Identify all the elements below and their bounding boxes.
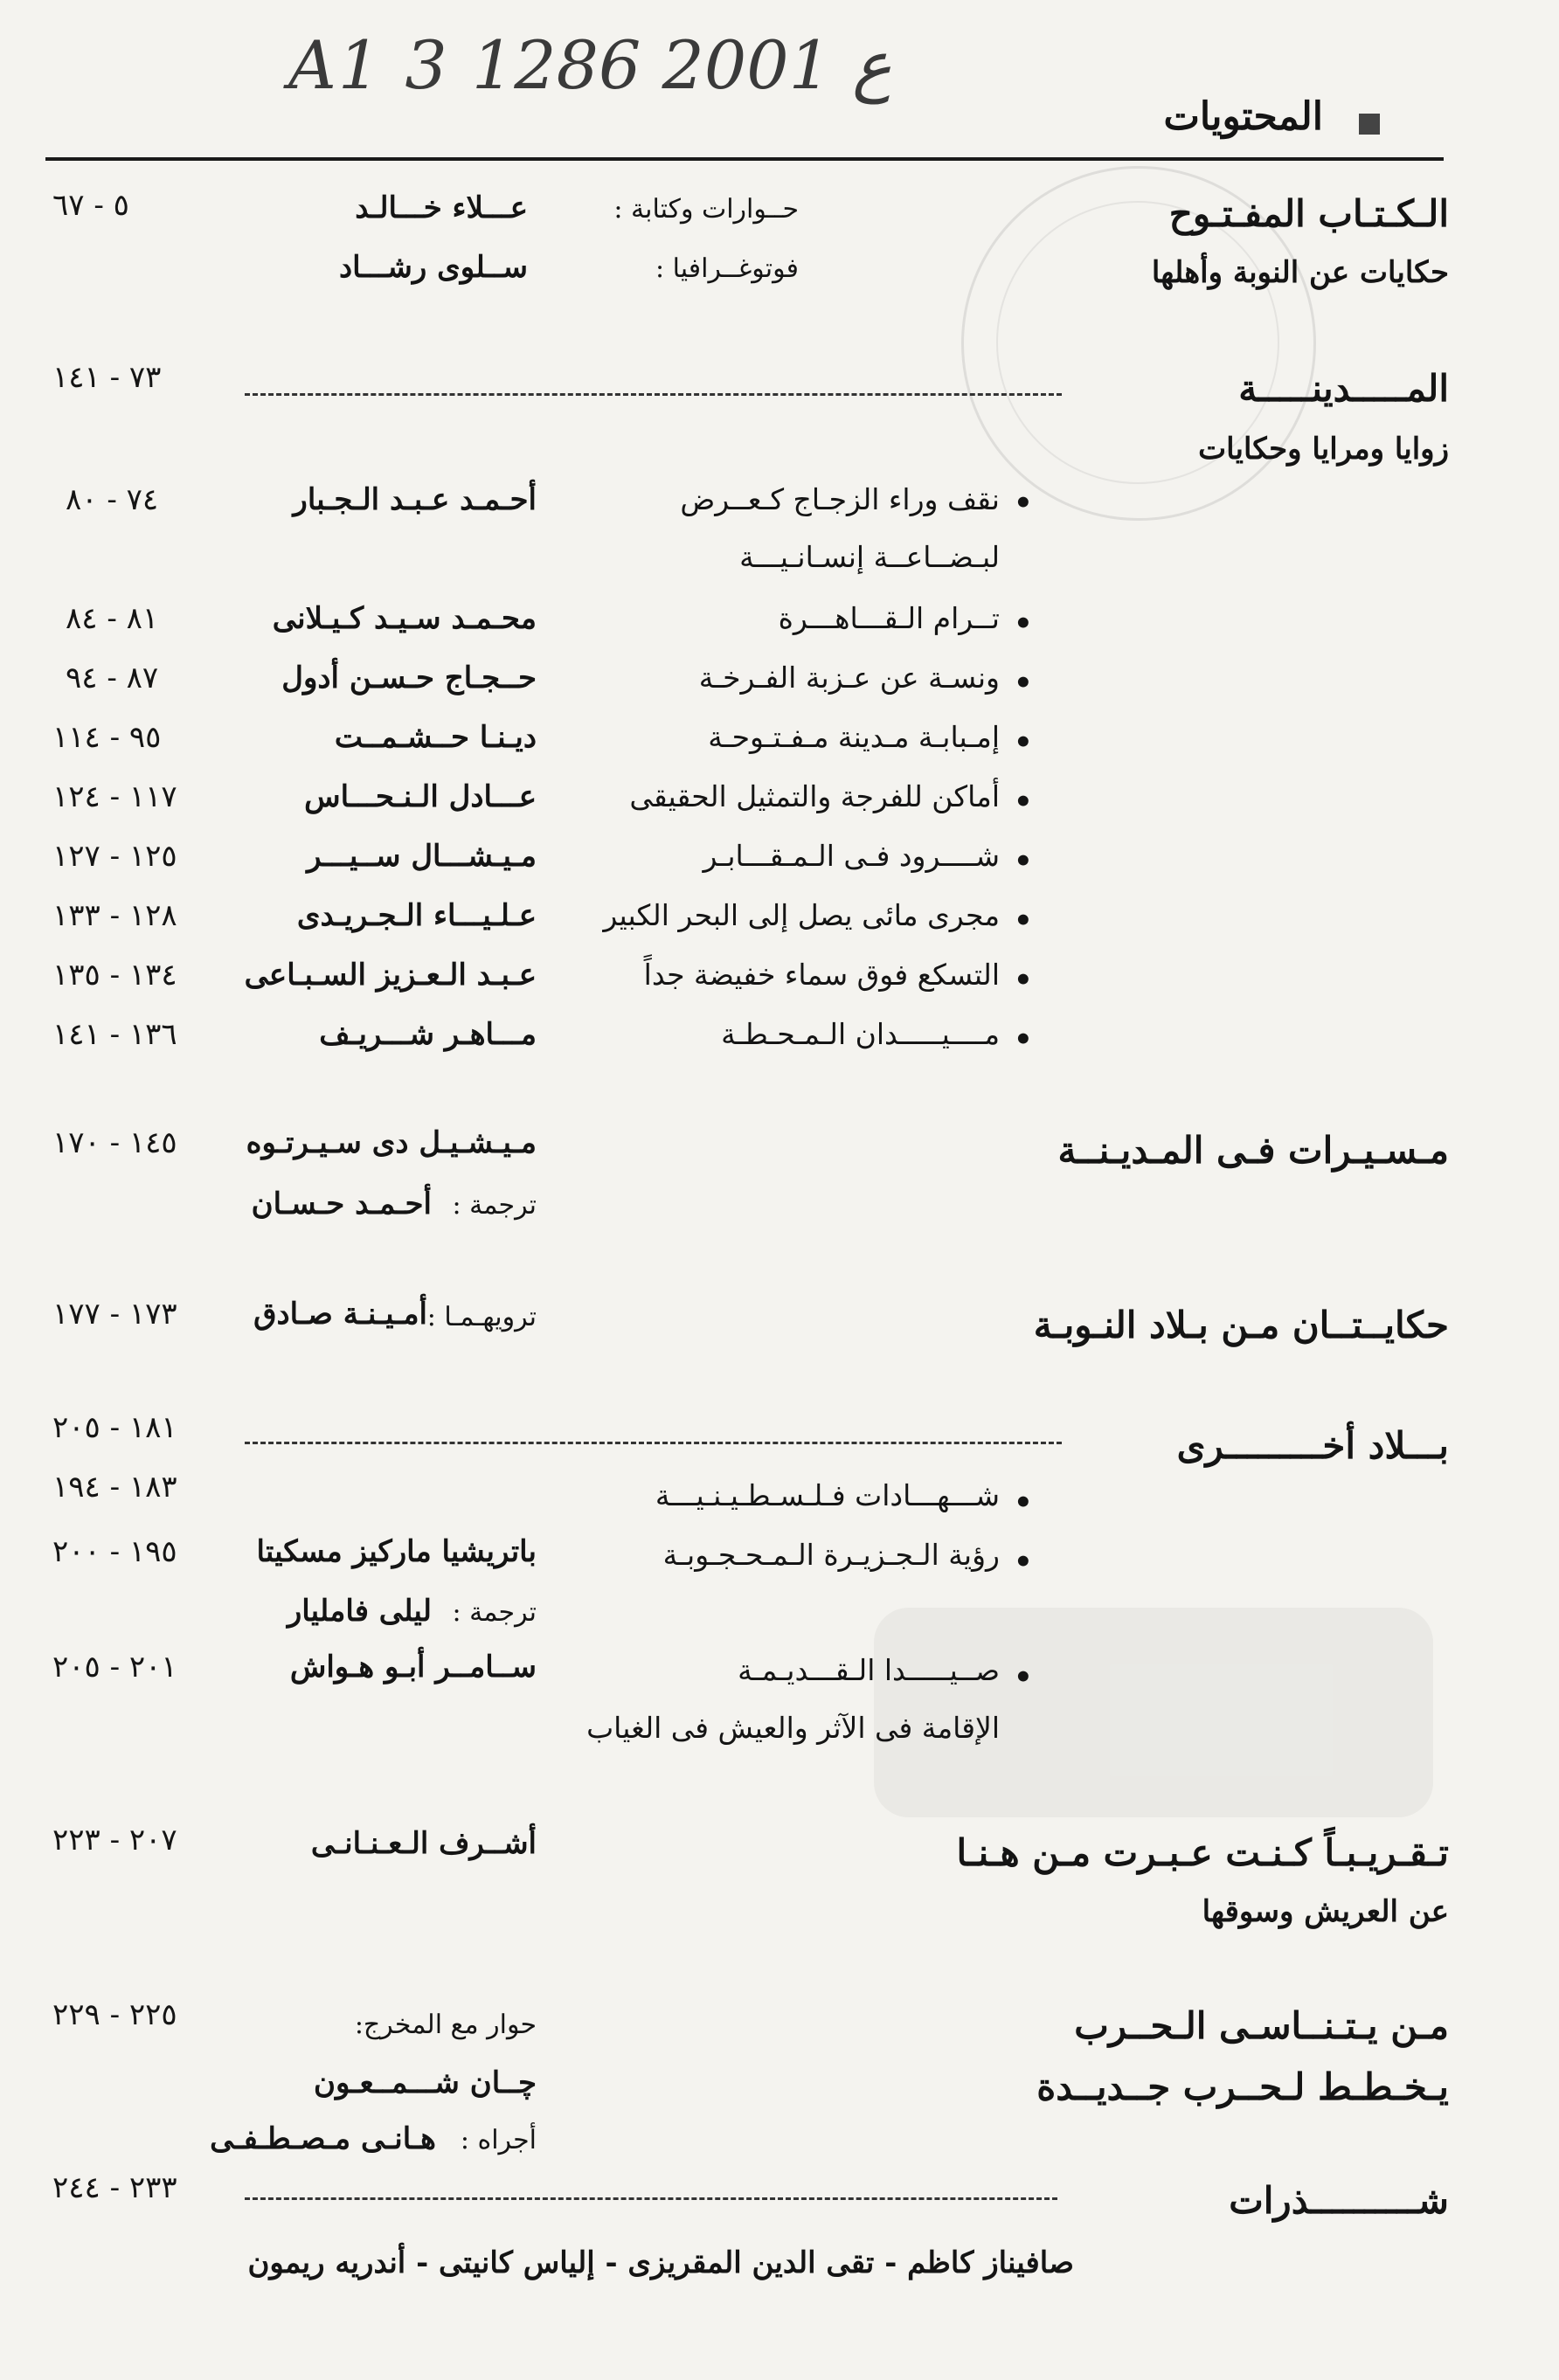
dotted-leader [245, 2197, 1057, 2200]
author-name: ســامــر أبـو هـواش [289, 1650, 537, 1685]
author-name: عـبـد الـعـزيز السـبـاعى [244, 958, 537, 993]
role-label: ترويهـمـا : [426, 1302, 537, 1332]
toc-item-title: شـــهـــادات فـلـسـطـيـنـيـــة [655, 1478, 1000, 1512]
section-title: تـقـريـبـاً كـنـت عـبـرت مـن هـنـا [956, 1831, 1449, 1874]
author-name: عـــلاء خـــالـد [355, 190, 528, 225]
page-range: ١٣٦ - ١٤١ [52, 1017, 177, 1052]
author-name: باتريشيا ماركيز مسكيتا [256, 1534, 537, 1569]
bullet-icon: • [1014, 1022, 1033, 1057]
bullet-icon: • [1014, 785, 1033, 820]
section-subtitle: زوايا ومرايا وحكايات [1198, 432, 1449, 467]
page-range: ٥ - ٦٧ [52, 188, 129, 223]
toc-item-title: التسكع فوق سماء خفيضة جداً [643, 958, 1000, 992]
role-label: حــوارات وكتابة : [613, 194, 799, 225]
bullet-icon: • [1014, 606, 1033, 641]
section-subtitle: عن العريش وسوقها [1202, 1894, 1449, 1929]
page-range: ١٢٨ - ١٣٣ [52, 898, 177, 933]
bullet-icon: • [1014, 486, 1033, 521]
authors-list: صافيناز كاظم - تقى الدين المقريزى - إلياس كانيتى - أندريه ريمون [247, 2245, 1074, 2280]
author-name: أشــرف الـعـنـانـى [310, 1826, 537, 1861]
author-name: ديـنـا حــشـمــت [334, 720, 537, 755]
page-range: ٧٣ - ١٤١ [52, 360, 162, 395]
page-range: ٩٥ - ١١٤ [52, 720, 162, 755]
author-name: عـلـيـــاء الـجـريـدى [296, 898, 537, 933]
role-label: أجراه : [460, 2125, 537, 2155]
role-label: فوتوغــرافيا : [655, 253, 799, 284]
section-title: مـن يـتـنــاسـى الـحــرب [1074, 2004, 1449, 2047]
section-subtitle: حكايات عن النوبة وأهلها [1151, 255, 1449, 290]
page-range: ٨٧ - ٩٤ [66, 661, 159, 695]
bullet-icon: • [1014, 725, 1033, 760]
section-title: بـــلاد أخـــــــــرى [1176, 1424, 1449, 1467]
page-range: ١٨٣ - ١٩٤ [52, 1470, 177, 1505]
section-title: حكايــتــان مـن بـلاد النـوبـة [1033, 1304, 1449, 1346]
handwritten-catalog-number: A1 3 ع 2001 1286 [288, 26, 892, 104]
header-rule [45, 157, 1444, 161]
toc-item-title: صــيـــــدا الـقـــديـمـة [738, 1653, 1000, 1687]
translator-name: ليلى فامليار [287, 1594, 432, 1629]
author-name: ســلوى رشـــاد [339, 250, 528, 285]
toc-item-title: مــــيـــــدان الـمـحـطـة [721, 1017, 1000, 1051]
author-name: أحـمـد عـبـد الـجـبار [293, 482, 537, 517]
page-title: المحتويات [1163, 94, 1323, 139]
toc-item-title: إمـبابـة مـدينة مـفـتـوحـة [708, 720, 1000, 754]
section-title: مـسـيـرات فـى المـديـنــة [1057, 1129, 1449, 1172]
bullet-icon: • [1014, 666, 1033, 701]
toc-item-title: شــــرود فـى الـمـقـــابـر [703, 839, 1000, 873]
page-range: ١٢٥ - ١٢٧ [52, 839, 177, 874]
page-range: ١٤٥ - ١٧٠ [52, 1125, 177, 1160]
translator-name: أحـمـد حـسـان [251, 1187, 432, 1221]
page-range: ١٩٥ - ٢٠٠ [52, 1534, 177, 1569]
toc-item-title: رؤية الـجـزيـرة الـمـحـجـوبـة [662, 1538, 1000, 1572]
author-name: حــجـاج حـسـن أدول [281, 661, 537, 695]
author-name: مـيـشـــال ســيـــر [307, 839, 537, 874]
toc-item-title: ونسـة عن عـزبة الفـرخـة [698, 661, 1000, 695]
toc-item-title: أماكن للفرجة والتمثيل الحقيقى [629, 779, 1000, 813]
dotted-leader [245, 393, 1062, 396]
bullet-icon: • [1014, 963, 1033, 998]
toc-item-title-continued: لبـضــاعــة إنسـانـيـــة [739, 540, 1000, 574]
section-title-continued: يـخـطـط لـحــرب جــديــدة [1036, 2065, 1449, 2108]
bullet-icon: • [1014, 1660, 1033, 1695]
toc-item-title: مجرى مائى يصل إلى البحر الكبير [603, 898, 1000, 932]
section-title: الـكـتـاب المفـتـوح [1168, 192, 1449, 235]
author-name: چــان شـــمــعـون [314, 2065, 537, 2100]
author-name: محـمـد سـيـد كـيـلانى [272, 601, 537, 636]
page-range: ١٣٤ - ١٣٥ [52, 958, 177, 993]
role-label: ترجمة : [452, 1190, 537, 1221]
page-range: ١١٧ - ١٢٤ [52, 779, 177, 814]
toc-item-title-continued: الإقامة فى الآثر والعيش فى الغياب [586, 1711, 1000, 1745]
section-title: المـــــدينـــــة [1238, 367, 1449, 410]
bullet-icon: • [1014, 1545, 1033, 1580]
author-name: عـــادل الـنـحـــاس [304, 779, 537, 814]
page-range: ٢٠٧ - ٢٢٣ [52, 1823, 177, 1858]
page-range: ٢٣٣ - ٢٤٤ [52, 2170, 177, 2205]
role-label: حوار مع المخرج: [354, 2010, 537, 2040]
heading-square-icon [1359, 114, 1380, 135]
toc-item-title: تــرام الـقـــاهـــرة [778, 601, 1000, 635]
author-name: مـيـشـيـل دى سـيـرتـوه [246, 1125, 537, 1160]
toc-item-title: نقف وراء الزجـاج كـعــرض [680, 482, 1000, 516]
page-range: ٧٤ - ٨٠ [66, 482, 159, 517]
page-range: ١٨١ - ٢٠٥ [52, 1410, 177, 1445]
page-range: ١٧٣ - ١٧٧ [52, 1297, 177, 1332]
bullet-icon: • [1014, 903, 1033, 938]
page-range: ٨١ - ٨٤ [66, 601, 159, 636]
page-range: ٢٢٥ - ٢٢٩ [52, 1997, 177, 2032]
bullet-icon: • [1014, 844, 1033, 879]
interviewer-name: هـانـى مـصـطـفـى [210, 2121, 436, 2156]
section-title: شــــــــــذرات [1229, 2179, 1449, 2222]
author-name: مـــاهـر شـــريـف [319, 1017, 537, 1052]
bullet-icon: • [1014, 1485, 1033, 1520]
dotted-leader [245, 1442, 1062, 1444]
role-label: ترجمة : [452, 1597, 537, 1628]
author-name: أمـيـنـة صـادق [253, 1297, 427, 1332]
page-range: ٢٠١ - ٢٠٥ [52, 1650, 177, 1685]
